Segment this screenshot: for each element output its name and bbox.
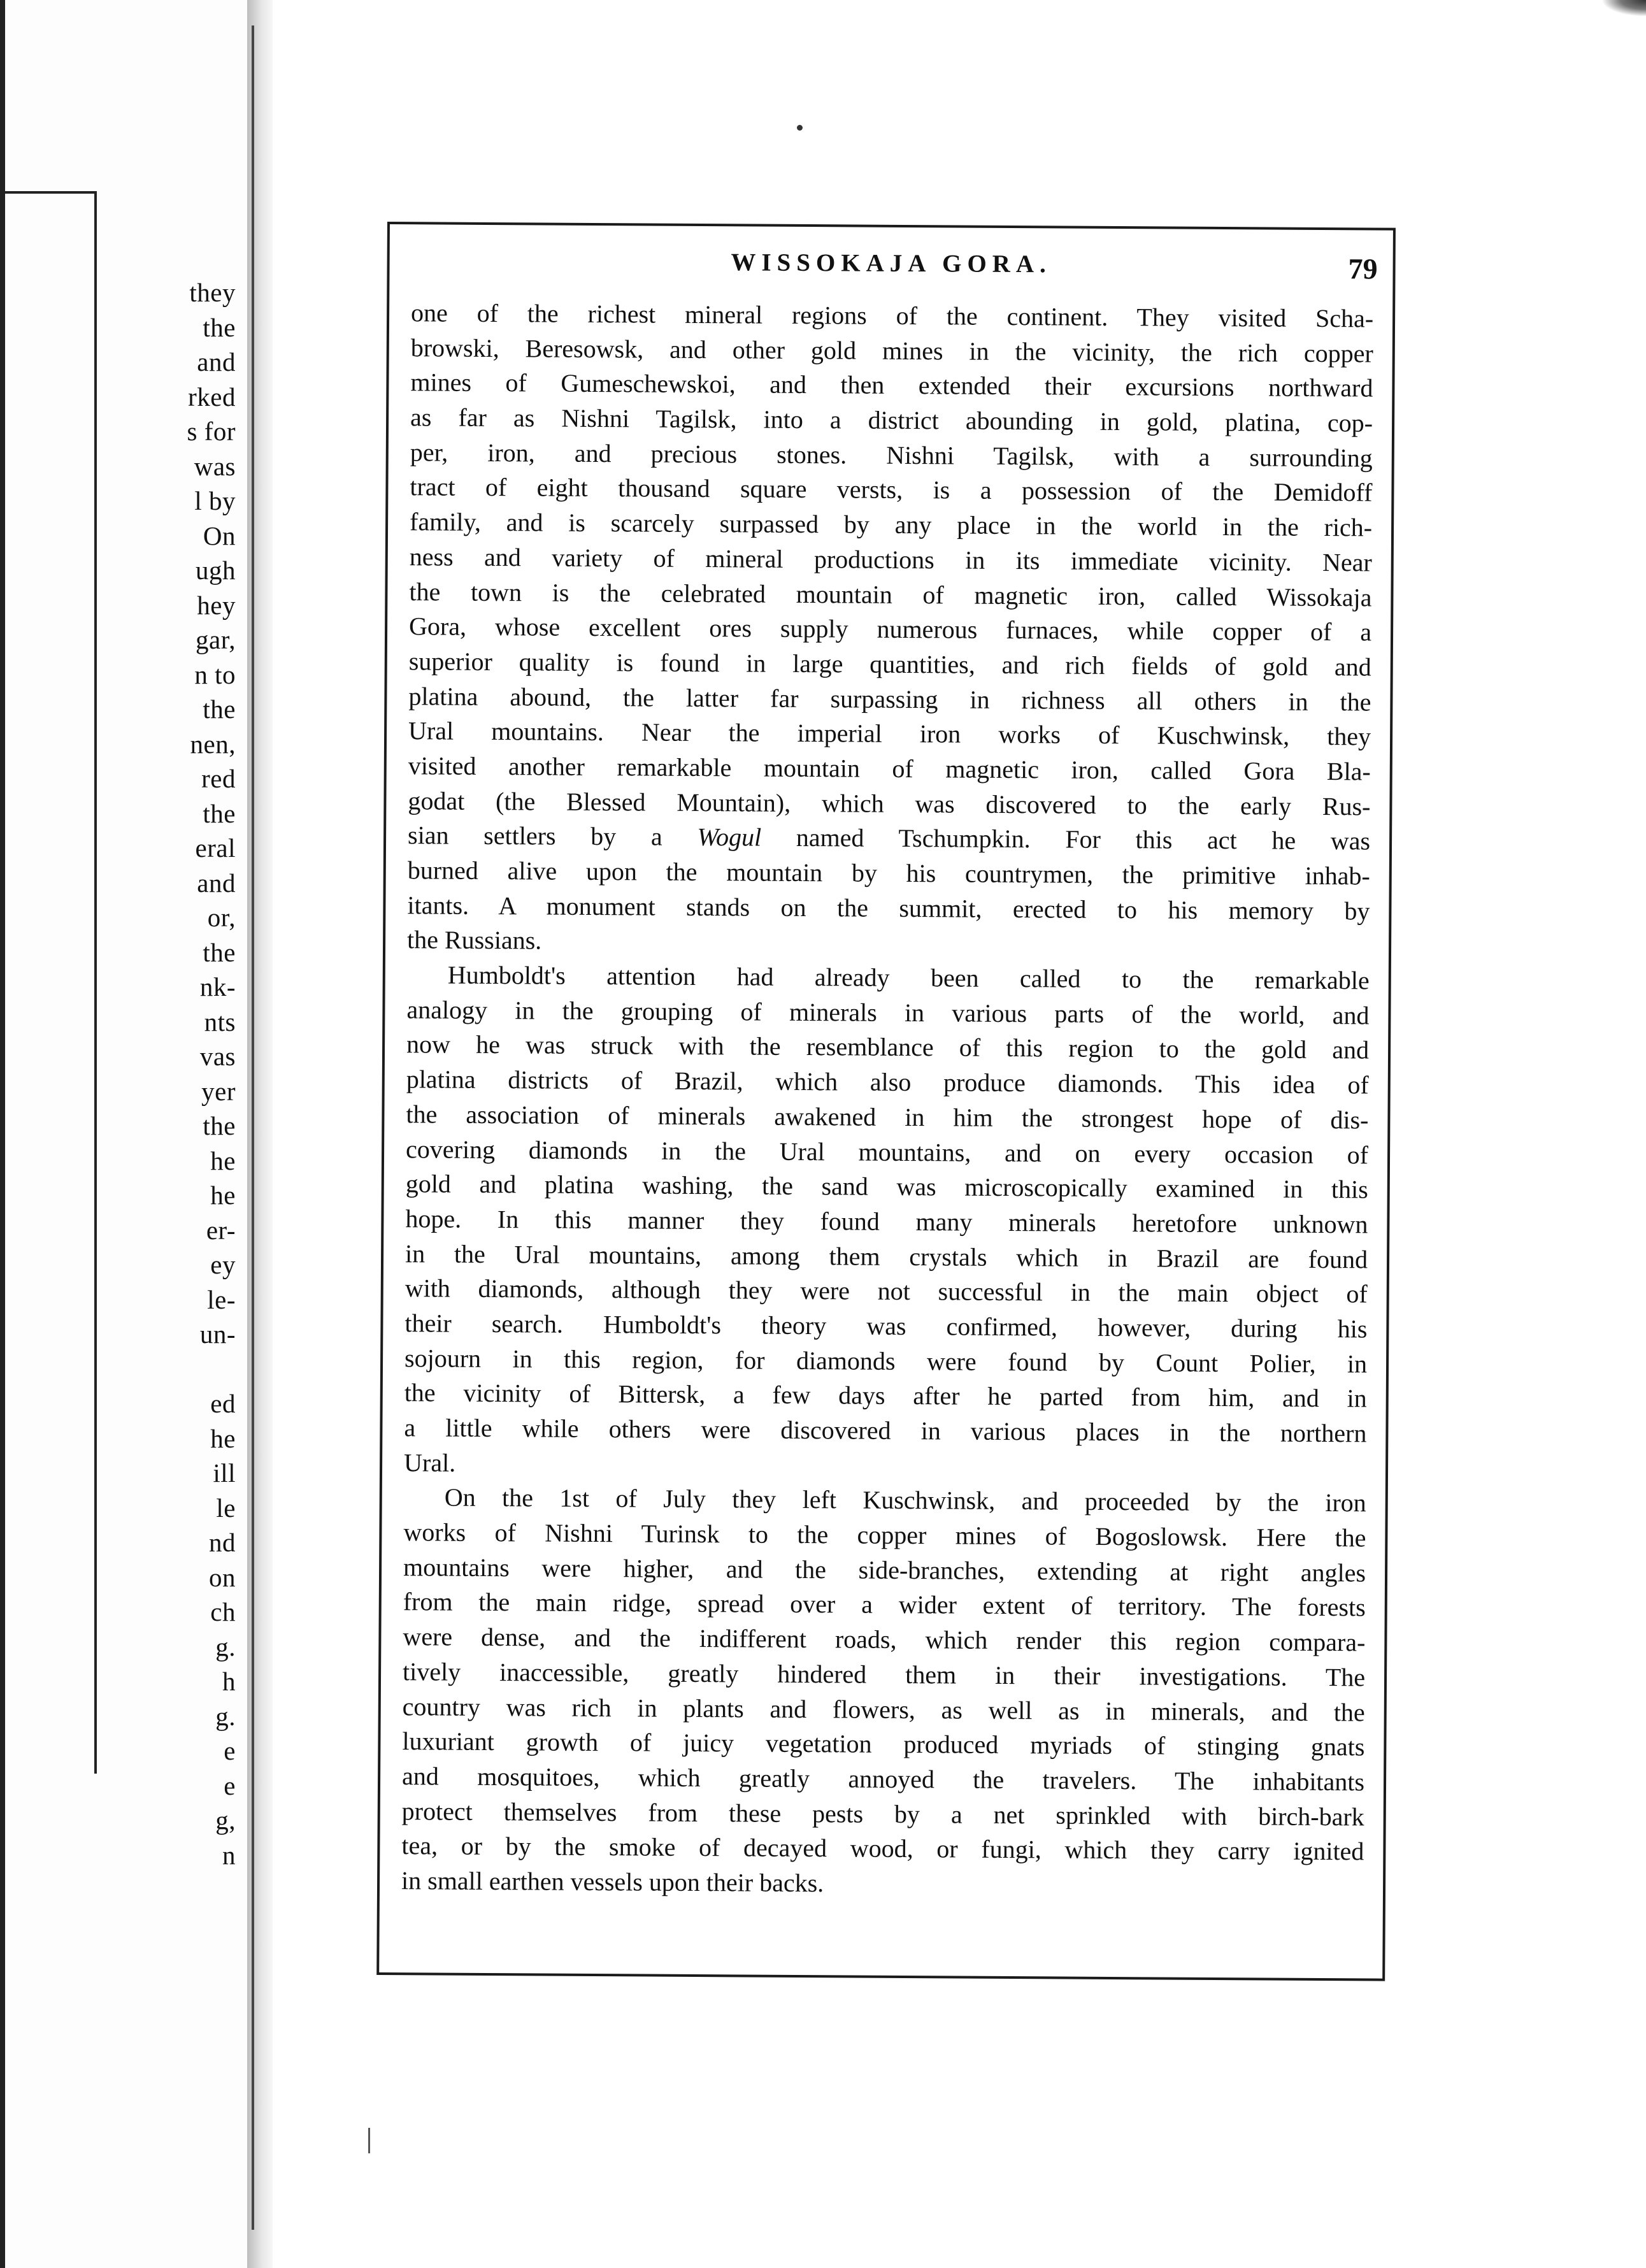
paragraph <box>404 958 1370 1486</box>
facing-page-fragment: s for <box>187 417 236 446</box>
facing-page-text-fragments <box>147 275 236 1872</box>
facing-page-fragment: hey <box>197 590 236 620</box>
facing-page-fragment: e <box>224 1770 236 1800</box>
text-line: tract of eight thousand square versts, is a possession of the Demidoff <box>410 472 1373 507</box>
text-line: sojourn in this region, for diamonds were found by Count Polier, in <box>404 1343 1368 1379</box>
text-line: from the main ridge, spread over a wider extent of territory. The forests <box>403 1587 1366 1622</box>
facing-page-fragment: red <box>201 764 236 793</box>
text-line: a little while others were discovered in various places in the northern <box>404 1413 1367 1448</box>
text-line: and mosquitoes, which greatly annoyed the travelers. The inhabitants <box>401 1762 1365 1797</box>
facing-page-fragment: g. <box>215 1701 236 1731</box>
facing-page-fragment: g, <box>215 1805 236 1835</box>
italic-term: Wogul <box>697 822 762 852</box>
text-line: Ural mountains. Near the imperial iron works of Kuschwinsk, they <box>408 716 1371 751</box>
facing-page-fragment: he <box>210 1181 236 1210</box>
facing-page-frame <box>5 191 97 1774</box>
text-line: one of the richest mineral regions of the continent. They visited Scha- <box>410 298 1374 333</box>
book-gutter <box>247 0 273 2268</box>
page-number: 79 <box>1348 252 1378 285</box>
body-text <box>401 296 1373 1904</box>
facing-page-fragment: h <box>222 1667 236 1696</box>
facing-page-fragment: and <box>197 868 236 898</box>
margin-tick-mark <box>368 2128 370 2153</box>
facing-page-fragment <box>147 1352 236 1387</box>
facing-page-left <box>5 0 247 2268</box>
running-head <box>389 246 1392 291</box>
text-line: with diamonds, although they were not successful in the main object of <box>404 1274 1368 1309</box>
text-line: ness and variety of mineral productions in its immediate vicinity. Near <box>409 542 1372 577</box>
text-line: as far as Nishni Tagilsk, into a district abounding in gold, platina, cop- <box>410 403 1373 438</box>
text-line: browski, Beresowsk, and other gold mines in the vicinity, the rich copper <box>410 333 1373 368</box>
facing-page-fragment: on <box>209 1562 236 1592</box>
text-line: platina districts of Brazil, which also produce diamonds. This idea of <box>406 1065 1369 1100</box>
facing-page-fragment: n <box>222 1840 236 1870</box>
paragraph <box>401 1481 1366 1904</box>
facing-page-fragment: or, <box>207 903 236 932</box>
text-line: the Russians. <box>406 925 542 955</box>
facing-page-fragment: and <box>197 347 236 377</box>
facing-page-fragment: nk- <box>199 972 236 1001</box>
text-line: their search. Humboldt's theory was confirmed, however, during his <box>404 1309 1368 1344</box>
facing-page-fragment: e <box>224 1736 236 1765</box>
facing-page-fragment: ed <box>210 1389 236 1418</box>
paragraph <box>407 296 1373 963</box>
text-line: were dense, and the indifferent roads, which render this region compara- <box>403 1622 1366 1657</box>
facing-page-fragment: yer <box>201 1076 236 1106</box>
facing-page-fragment: they <box>189 278 236 307</box>
facing-page-fragment: ugh <box>196 556 236 585</box>
text-line: country was rich in plants and flowers, as well as in minerals, and the <box>402 1691 1365 1726</box>
text-line: in the Ural mountains, among them crystals which in Brazil are found <box>404 1238 1368 1274</box>
facing-page-fragment: nen, <box>190 729 236 759</box>
scan-corner-mark <box>1601 0 1646 17</box>
facing-page-fragment: rked <box>188 382 236 412</box>
text-line: Humboldt's attention had already been called to the remarkable <box>447 960 1370 995</box>
facing-page-fragment: le <box>216 1493 236 1523</box>
facing-page-fragment: On <box>203 520 236 550</box>
facing-page-fragment: ch <box>210 1597 236 1626</box>
facing-page-fragment: was <box>194 451 236 481</box>
text-line: mountains were higher, and the side-branches, extending at right angles <box>403 1552 1366 1588</box>
facing-page-fragment: n to <box>194 659 236 689</box>
text-frame <box>376 222 1396 1981</box>
facing-page-fragment: he <box>210 1423 236 1453</box>
text-line: On the 1st of July they left Kuschwinsk, and proceeded by the iron <box>444 1482 1366 1518</box>
gutter-edge-line <box>252 25 254 2230</box>
facing-page-fragment: the <box>203 798 236 828</box>
facing-page-fragment: er- <box>206 1215 236 1245</box>
facing-page-fragment: gar, <box>196 625 236 654</box>
facing-page-fragment: l by <box>194 486 236 515</box>
facing-page-fragment: vas <box>199 1042 236 1071</box>
text-line: the town is the celebrated mountain of magnetic iron, called Wissokaja <box>409 577 1372 612</box>
facing-page-fragment: the <box>203 312 236 342</box>
text-line: platina abound, the latter far surpassing in richness all others in the <box>408 681 1371 717</box>
text-line: works of Nishni Turinsk to the copper mines of Bogoslowsk. Here the <box>403 1518 1366 1553</box>
text-line: the association of minerals awakened in him the strongest hope of dis- <box>406 1100 1369 1135</box>
page-79 <box>273 0 1646 2268</box>
facing-page-fragment: nd <box>209 1528 236 1557</box>
text-line: itants. A monument stands on the summit, erected to his memory by <box>407 890 1370 926</box>
text-line: gold and platina washing, the sand was microscopically examined in this <box>405 1169 1368 1204</box>
text-line: mines of Gumeschewskoi, and then extended their excursions northward <box>410 368 1373 403</box>
ink-dot <box>797 125 803 131</box>
text-line: godat (the Blessed Mountain), which was discovered to the early Rus- <box>408 786 1371 821</box>
text-line: tively inaccessible, greatly hindered them in their investigations. The <box>402 1657 1366 1692</box>
text-line: Ural. <box>403 1447 456 1477</box>
facing-page-fragment: ill <box>213 1458 236 1488</box>
text-line: visited another remarkable mountain of magnetic iron, called Gora Bla- <box>408 751 1371 786</box>
facing-page-fragment: ey <box>210 1250 236 1279</box>
text-line: per, iron, and precious stones. Nishni Tagilsk, with a surrounding <box>410 437 1373 473</box>
text-run: sian settlers by a <box>407 821 698 852</box>
scanner-edge <box>0 0 5 2268</box>
text-line <box>408 819 1370 859</box>
facing-page-fragment: eral <box>195 833 236 863</box>
facing-page-fragment: un- <box>199 1319 236 1349</box>
text-line: the vicinity of Bittersk, a few days after he parted from him, and in <box>404 1378 1367 1413</box>
facing-page-fragment: the <box>203 937 236 967</box>
text-line: family, and is scarcely surpassed by any place in the world in the rich- <box>409 507 1373 542</box>
text-line: in small earthen vessels upon their backs. <box>401 1866 824 1898</box>
facing-page-fragment: le- <box>207 1284 236 1314</box>
running-title: WISSOKAJA GORA. <box>731 248 1052 278</box>
text-line: hope. In this manner they found many minerals heretofore unknown <box>405 1204 1368 1239</box>
text-run: named Tschumpkin. For this act he was <box>761 822 1371 856</box>
facing-page-fragment: nts <box>204 1007 236 1037</box>
text-line: now he was struck with the resemblance of this region to the gold and <box>406 1030 1370 1065</box>
text-line: covering diamonds in the Ural mountains, and on every occasion of <box>405 1134 1369 1169</box>
text-line: luxuriant growth of juicy vegetation produced myriads of stinging gnats <box>402 1726 1365 1762</box>
facing-page-fragment: g. <box>215 1632 236 1662</box>
text-line: protect themselves from these pests by a net sprinkled with birch-bark <box>401 1796 1364 1831</box>
text-line: superior quality is found in large quantities, and rich fields of gold and <box>408 647 1371 682</box>
text-line: analogy in the grouping of minerals in various parts of the world, and <box>406 994 1370 1030</box>
text-line: burned alive upon the mountain by his countrymen, the primitive inhab- <box>407 856 1370 891</box>
text-line: Gora, whose excellent ores supply numerous furnaces, while copper of a <box>408 612 1372 647</box>
facing-page-fragment: the <box>203 1111 236 1140</box>
facing-page-fragment: the <box>203 694 236 724</box>
text-line: tea, or by the smoke of decayed wood, or fungi, which they carry ignited <box>401 1831 1364 1866</box>
facing-page-fragment: he <box>210 1145 236 1175</box>
